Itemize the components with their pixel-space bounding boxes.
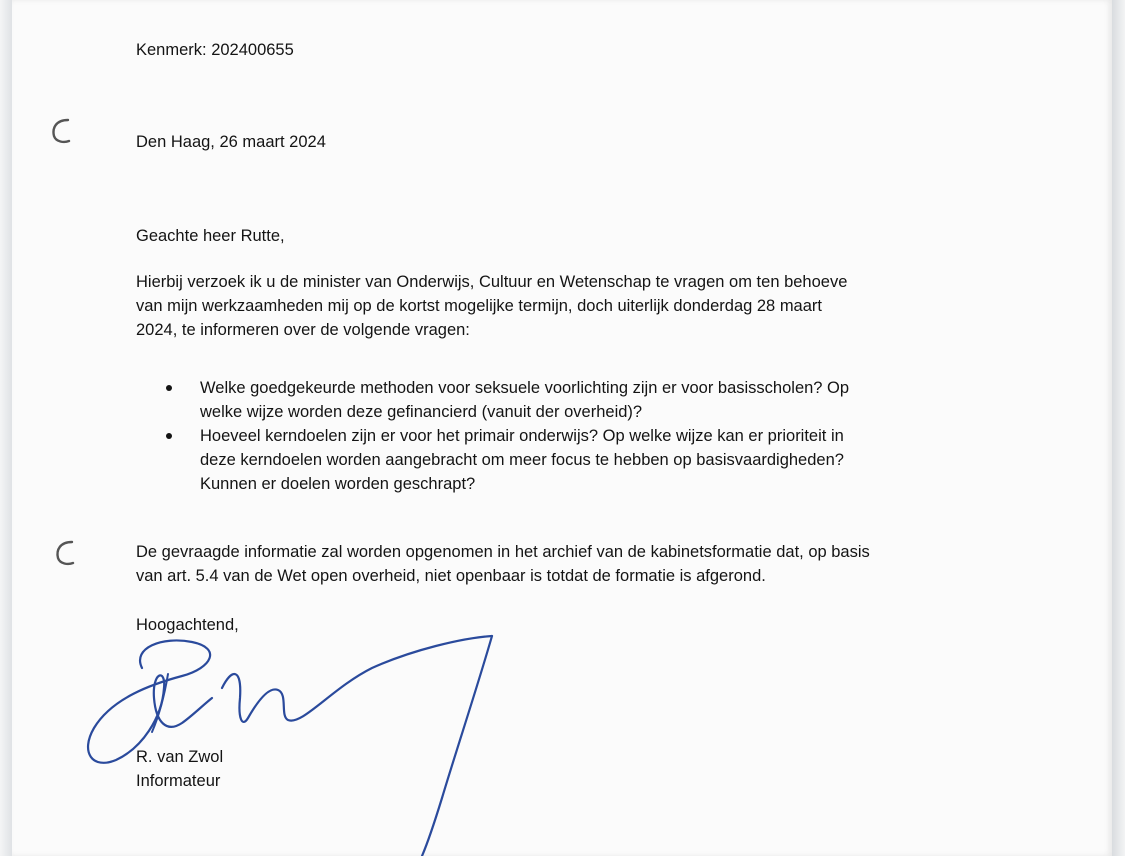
intro-paragraph [136,270,936,342]
handwritten-signature [72,628,532,856]
question-line: Welke goedgekeurde methoden voor seksuele voorlichting zijn er voor basisscholen? Op [200,379,850,397]
salutation: Geachte heer Rutte, [136,227,285,245]
question-line: deze kerndoelen worden aangebracht om meer focus te hebben op basisvaardigheden? [200,451,844,469]
letter-page [12,0,1112,856]
question-line: welke wijze worden deze gefinancierd (vanuit der overheid)? [200,403,643,421]
scan-left-edge [0,0,12,856]
question-list [162,376,849,496]
closing-line: van art. 5.4 van de Wet open overheid, niet openbaar is totdat de formatie is afgerond. [136,567,766,585]
scan-right-edge [1112,0,1125,856]
intro-line: Hierbij verzoek ik u de minister van Onderwijs, Cultuur en Wetenschap te vragen om ten behoeve [136,273,848,291]
closing-greeting: Hoogachtend, [136,616,239,634]
signatory-title: Informateur [136,772,221,790]
bullet-dot-icon [166,385,172,391]
confidentiality-paragraph [136,540,870,588]
intro-line: van mijn werkzaamheden mij op de kortst mogelijke termijn, doch uiterlijk donderdag 28 maart [136,297,822,315]
place-and-date: Den Haag, 26 maart 2024 [136,133,326,151]
question-line: Kunnen er doelen worden geschrapt? [200,475,476,493]
question-line: Hoeveel kerndoelen zijn er voor het primair onderwijs? Op welke wijze kan er prioriteit in [200,427,844,445]
intro-line: 2024, te informeren over de volgende vragen: [136,321,470,339]
question-item [162,376,849,424]
punch-hole-mark [54,538,76,568]
closing-line: De gevraagde informatie zal worden opgenomen in het archief van de kabinetsformatie dat, op basis [136,543,870,561]
punch-hole-mark [50,116,72,146]
reference-number: Kenmerk: 202400655 [136,41,294,59]
question-item [162,424,849,496]
signatory-name: R. van Zwol [136,748,224,766]
bullet-dot-icon [166,433,172,439]
